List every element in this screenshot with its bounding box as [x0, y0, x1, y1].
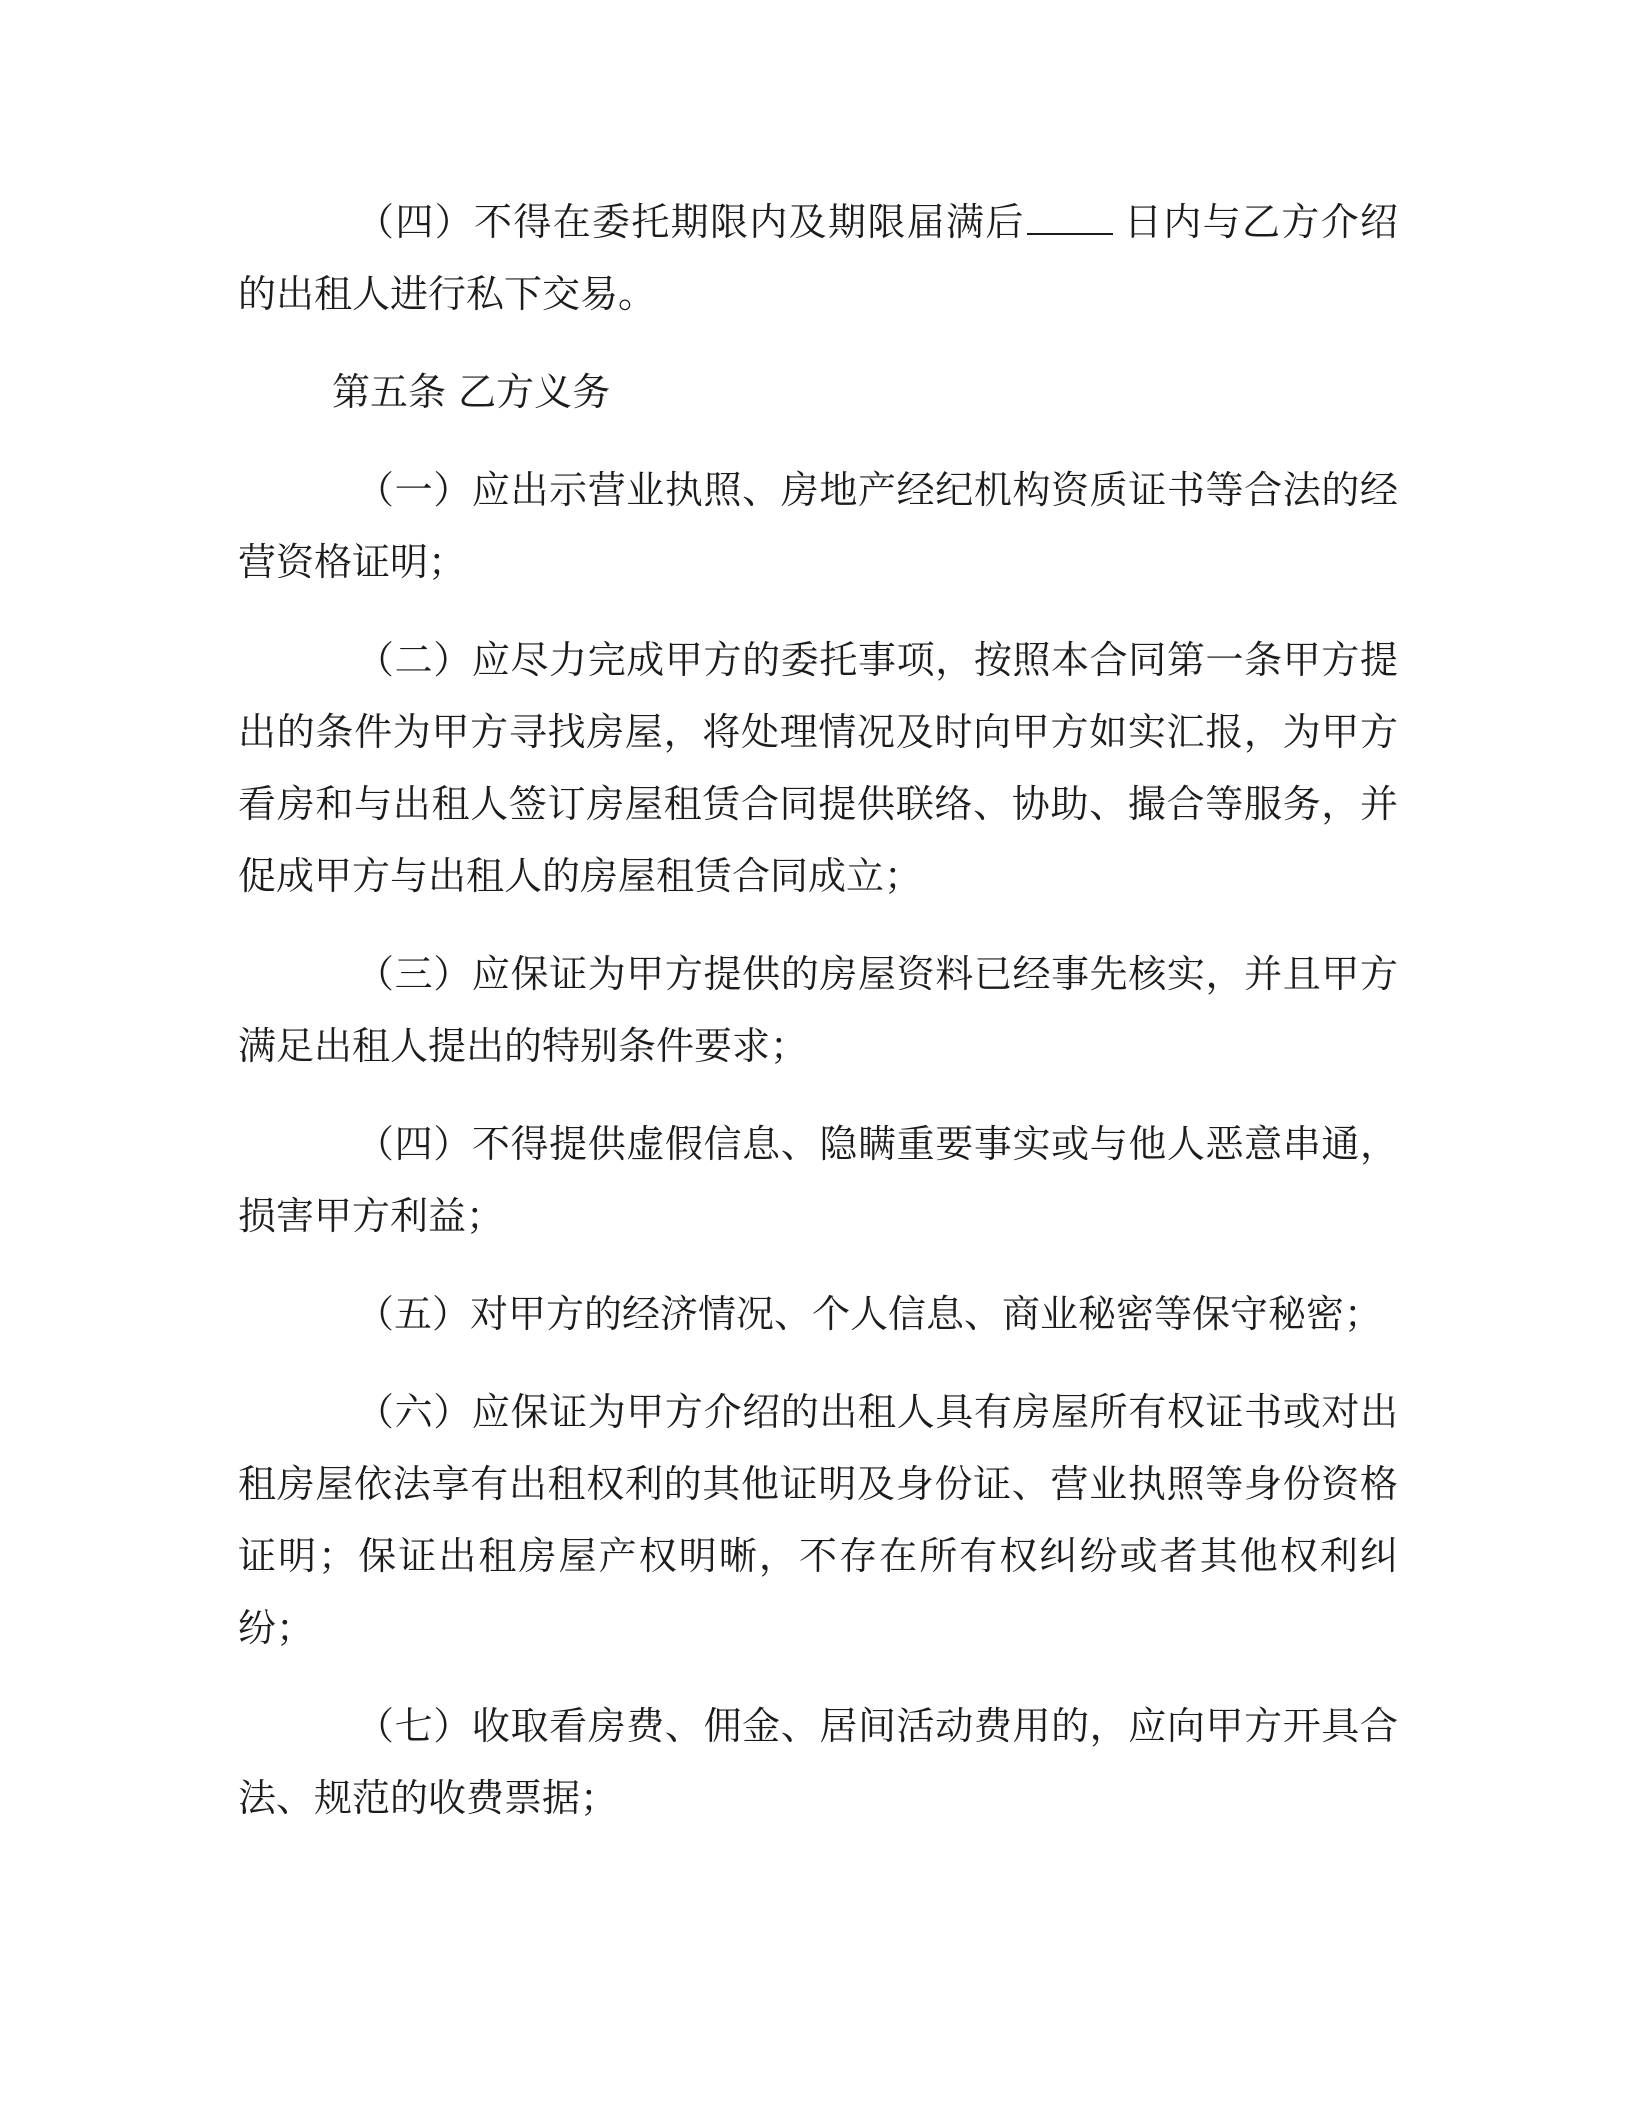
obligation-4: （四）不得提供虚假信息、隐瞒重要事实或与他人恶意串通，损害甲方利益；: [238, 1122, 1398, 1238]
clause-4-text-after-blank: 日内与乙方介绍的出租人进行私下交易。: [238, 200, 1398, 316]
obligation-1: （一）应出示营业执照、房地产经纪机构资质证书等合法的经营资格证明；: [238, 468, 1398, 584]
fill-in-blank-days: [1027, 193, 1113, 235]
article-5-heading: 第五条 乙方义务: [332, 370, 611, 414]
obligation-6: （六）应保证为甲方介绍的出租人具有房屋所有权证书或对出租房屋依法享有出租权利的其他证明及身份证、营业执照等身份资格证明；保证出租房屋产权明晰，不存在所有权纠纷或者其他权利纠纷；: [238, 1390, 1398, 1650]
clause-4-text-before-blank: （四）不得在委托期限内及期限届满后: [356, 200, 1025, 244]
obligation-2: （二）应尽力完成甲方的委托事项，按照本合同第一条甲方提出的条件为甲方寻找房屋，将处理情况及时向甲方如实汇报，为甲方看房和与出租人签订房屋租赁合同提供联络、协助、撮合等服务，并促成甲方与出租人的房屋租赁合同成立；: [238, 638, 1398, 898]
obligation-5: （五）对甲方的经济情况、个人信息、商业秘密等保守秘密；: [356, 1292, 1383, 1336]
obligation-7: （七）收取看房费、佣金、居间活动费用的，应向甲方开具合法、规范的收费票据；: [238, 1704, 1398, 1820]
obligation-3: （三）应保证为甲方提供的房屋资料已经事先核实，并且甲方满足出租人提出的特别条件要求；: [238, 952, 1398, 1068]
document-body: [238, 186, 1398, 1860]
clause-4-paragraph: [238, 186, 1398, 330]
